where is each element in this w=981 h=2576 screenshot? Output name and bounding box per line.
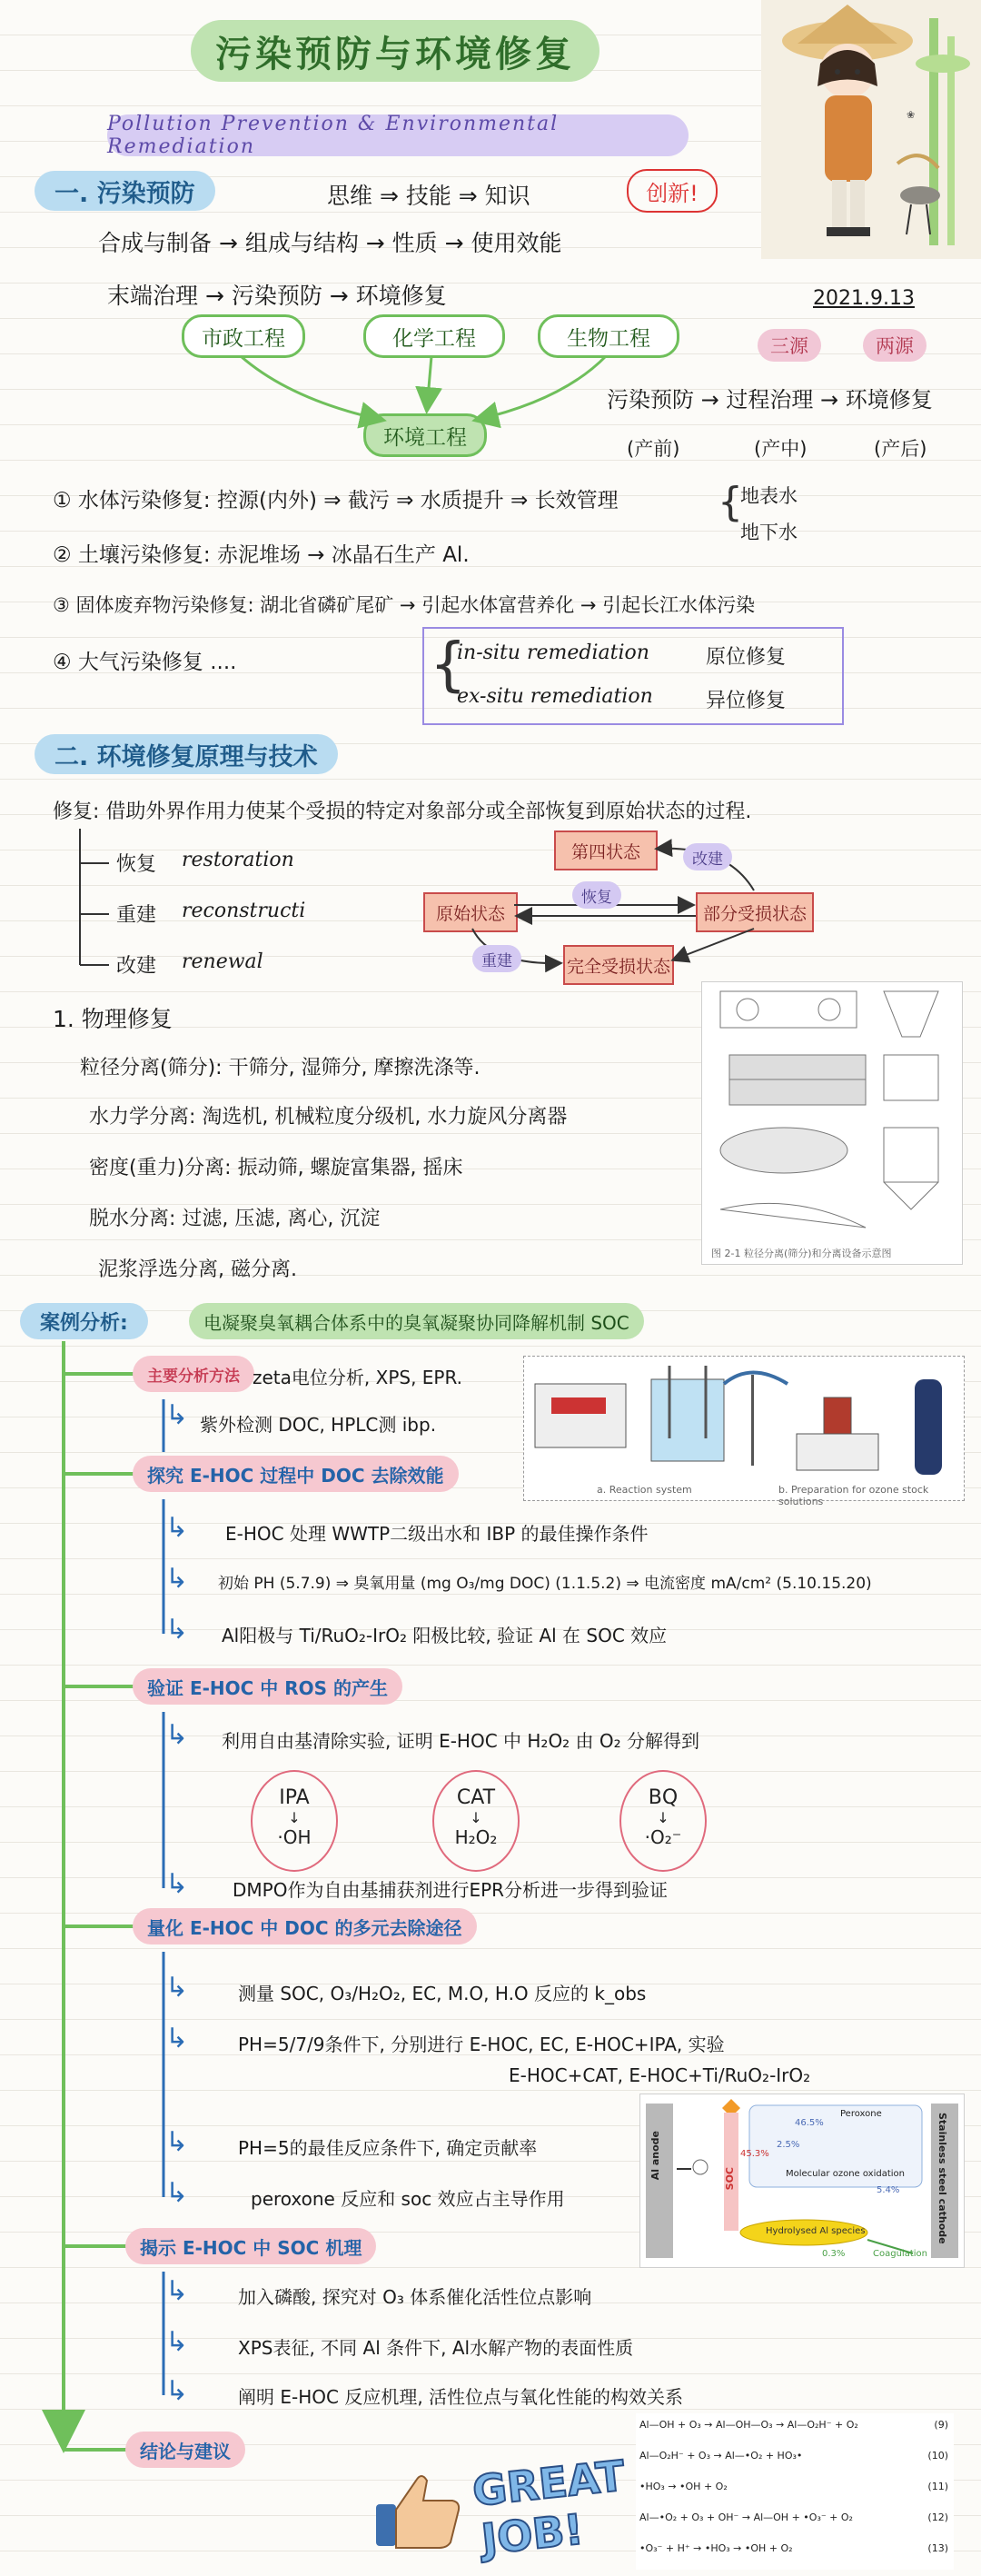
tag-two-sources: 两源 xyxy=(863,329,926,362)
case-topic xyxy=(189,1303,644,1339)
doc-line-1: E-HOC 处理 WWTP二级出水和 IBP 的最佳操作条件 xyxy=(225,1523,649,1545)
scavenger-bq-arrow: ↓ xyxy=(657,1809,669,1826)
quant-line-4: PH=5的最佳反应条件下, 确定贡献率 xyxy=(238,2137,538,2159)
arrow-icon: ↳ xyxy=(165,1868,189,1900)
state-original: 原始状态 xyxy=(423,892,518,932)
scavenger-cat-bottom: H₂O₂ xyxy=(454,1826,498,1848)
label-renew: 改建 xyxy=(683,843,732,870)
scavenger-bq-top: BQ xyxy=(648,1786,679,1809)
physical-1: 粒径分离(筛分): 干筛分, 湿筛分, 摩擦洗涤等. xyxy=(80,1057,481,1079)
equation-9-no: (9) xyxy=(934,2419,948,2431)
mech-coag: Coagulation xyxy=(873,2249,927,2259)
group-conclusion: 结论与建议 xyxy=(125,2432,245,2468)
ex-situ-en: ex-situ remediation xyxy=(457,685,653,708)
mech-soc: SOC xyxy=(724,2167,736,2191)
group-ros: 验证 E-HOC 中 ROS 的产生 xyxy=(133,1668,402,1705)
ros-line-1: 利用自由基清除实验, 证明 E-HOC 中 H₂O₂ 由 O₂ 分解得到 xyxy=(222,1730,700,1752)
eng-biological: 生物工程 xyxy=(538,314,679,358)
label-rebuild: 重建 xyxy=(472,945,521,972)
arrow-icon: ↳ xyxy=(165,1563,189,1595)
mech-pct-3: 45.3% xyxy=(740,2149,769,2159)
svg-text:❀: ❀ xyxy=(907,109,916,121)
quant-line-2: PH=5/7/9条件下, 分别进行 E-HOC, EC, E-HOC+IPA, 实验 xyxy=(238,2034,725,2055)
tag-three-sources: 三源 xyxy=(758,329,821,362)
equation-11 xyxy=(639,2481,948,2492)
quant-line-1: 测量 SOC, O₃/H₂O₂, EC, M.O, H.O 反应的 k_obs xyxy=(238,1983,647,2004)
scavenger-bq-bottom: ·O₂⁻ xyxy=(644,1826,682,1848)
quant-line-5: peroxone 反应和 soc 效应占主导作用 xyxy=(251,2188,565,2210)
state-full: 完全受损状态 xyxy=(563,945,674,985)
equation-11-no: (11) xyxy=(927,2481,948,2492)
physical-5: 泥浆浮选分离, 磁分离. xyxy=(98,1258,297,1281)
in-situ-en: in-situ remediation xyxy=(457,642,649,664)
equation-10-text: Al—O₂H⁻ + O₃ → Al—•O₂ + HO₃• xyxy=(639,2450,803,2462)
scavenger-ipa-top: IPA xyxy=(279,1786,310,1809)
mechanism-figure xyxy=(639,2094,965,2268)
scavenger-ipa xyxy=(251,1770,338,1872)
reaction-caption-a: a. Reaction system xyxy=(597,1484,692,1496)
water-brace: { xyxy=(718,479,743,525)
equation-11-text: •HO₃ → •OH + O₂ xyxy=(639,2481,728,2492)
type-renewal-cn: 改建 xyxy=(116,955,157,978)
case-topic-text: 电凝聚臭氧耦合体系中的臭氧凝聚协同降解机制 SOC xyxy=(203,1311,629,1334)
scavenger-cat-arrow: ↓ xyxy=(470,1809,482,1826)
arrow-icon: ↳ xyxy=(165,1719,189,1751)
type-reconstruct-cn: 重建 xyxy=(116,904,157,927)
equation-10-no: (10) xyxy=(927,2450,948,2462)
scavenger-ipa-arrow: ↓ xyxy=(288,1809,301,1826)
process-line-2: 末端治理 → 污染预防 → 环境修复 xyxy=(107,283,447,309)
eng-environmental: 环境工程 xyxy=(363,413,487,457)
job-text: JOB! xyxy=(479,2504,586,2564)
concept-line: 思维 ⇒ 技能 ⇒ 知识 xyxy=(327,183,530,209)
item-solid-waste: ③ 固体废弃物污染修复: 湖北省磷矿尾矿 → 引起水体富营养化 → 引起长江水体污染 xyxy=(53,594,756,616)
eng-municipal: 市政工程 xyxy=(182,314,305,358)
eng-chemical: 化学工程 xyxy=(363,314,505,358)
innovation-text: 创新! xyxy=(646,180,699,206)
case-tree-lines xyxy=(0,0,182,2576)
pollution-process: 污染预防 → 过程治理 → 环境修复 xyxy=(607,387,933,413)
case-heading: 案例分析: xyxy=(20,1303,148,1339)
group-mechanism: 揭示 E-HOC 中 SOC 机理 xyxy=(125,2228,376,2264)
equation-9 xyxy=(639,2419,948,2431)
stage-mid: (产中) xyxy=(754,438,808,460)
arrow-icon: ↳ xyxy=(165,2126,189,2158)
section2-heading: 二. 环境修复原理与技术 xyxy=(35,734,338,774)
scavenger-ipa-bottom: ·OH xyxy=(277,1826,312,1848)
item-water: ① 水体污染修复: 控源(内外) ⇒ 截污 ⇒ 水质提升 ⇒ 长效管理 xyxy=(53,489,619,512)
equation-9-text: Al—OH + O₃ → Al—OH—O₃ → Al—O₂H⁻ + O₂ xyxy=(639,2419,858,2431)
scavenger-cat xyxy=(432,1770,520,1872)
state-fourth: 第四状态 xyxy=(554,830,658,870)
equation-10 xyxy=(639,2450,948,2462)
equipment-caption: 图 2-1 粒径分离(筛分)和分离设备示意图 xyxy=(711,1248,892,1259)
mech-pct-5: 0.3% xyxy=(822,2249,846,2259)
group-methods: 主要分析方法 xyxy=(133,1356,254,1392)
equation-13-text: •O₃⁻ + H⁺ → •HO₃ → •OH + O₂ xyxy=(639,2542,793,2554)
scavenger-cat-top: CAT xyxy=(456,1786,496,1809)
arrow-icon: ↳ xyxy=(165,2177,189,2209)
arrow-icon: ↳ xyxy=(165,1399,189,1431)
mech-pct-2: 2.5% xyxy=(777,2140,800,2150)
page-subtitle: Pollution Prevention & Environmental Remediation xyxy=(107,114,689,156)
equation-12-no: (12) xyxy=(927,2511,948,2523)
equation-13-no: (13) xyxy=(927,2542,948,2554)
physical-4: 脱水分离: 过滤, 压滤, 离心, 沉淀 xyxy=(89,1208,381,1230)
state-partial: 部分受损状态 xyxy=(696,892,814,932)
page-title: 污染预防与环境修复 xyxy=(191,20,600,82)
great-text: GREAT xyxy=(470,2451,628,2516)
mech-cathode: Stainless steel cathode xyxy=(936,2113,948,2244)
arrow-icon: ↳ xyxy=(165,1614,189,1646)
mech-anode: Al anode xyxy=(649,2131,661,2181)
item-soil: ② 土壤污染修复: 赤泥堆场 → 冰晶石生产 Al. xyxy=(53,543,470,567)
arrow-icon: ↳ xyxy=(165,2375,189,2407)
methods-line-2: 紫外检测 DOC, HPLC测 ibp. xyxy=(200,1414,437,1436)
process-line-1: 合成与制备 → 组成与结构 → 性质 → 使用效能 xyxy=(98,230,562,256)
type-reconstruct-en: reconstructi xyxy=(182,900,306,922)
mech-ozone: Molecular ozone oxidation xyxy=(786,2169,906,2179)
quant-line-3: E-HOC+CAT, E-HOC+Ti/RuO₂-IrO₂ xyxy=(509,2064,811,2086)
group-quantify: 量化 E-HOC 中 DOC 的多元去除途径 xyxy=(133,1908,477,1944)
mech-peroxone: Peroxone xyxy=(840,2109,882,2119)
mech-hydro: Hydrolysed Al species xyxy=(766,2226,866,2236)
date-text: 2021.9.13 xyxy=(813,287,915,310)
physical-3: 密度(重力)分离: 振动筛, 螺旋富集器, 摇床 xyxy=(89,1157,463,1179)
section1-heading: 一. 污染预防 xyxy=(35,171,215,211)
equations-box xyxy=(636,2413,954,2570)
equation-13 xyxy=(639,2542,948,2554)
mech-line-1: 加入磷酸, 探究对 O₃ 体系催化活性位点影响 xyxy=(238,2286,592,2308)
group-doc-removal: 探究 E-HOC 过程中 DOC 去除效能 xyxy=(133,1456,459,1492)
repair-definition: 修复: 借助外界作用力使某个受损的特定对象部分或全部恢复到原始状态的过程. xyxy=(53,801,752,823)
arrow-icon: ↳ xyxy=(165,1972,189,2004)
equipment-figure xyxy=(701,981,963,1265)
arrow-icon: ↳ xyxy=(165,2326,189,2358)
thumbs-up-icon xyxy=(369,2464,469,2555)
stage-pre: (产前) xyxy=(627,438,680,460)
type-restoration-cn: 恢复 xyxy=(116,853,157,876)
scavenger-bq xyxy=(619,1770,707,1872)
physical-title: 1. 物理修复 xyxy=(53,1006,173,1032)
mech-pct-1: 46.5% xyxy=(795,2118,824,2128)
ros-line-2: DMPO作为自由基捕获剂进行EPR分析进一步得到验证 xyxy=(233,1879,669,1901)
physical-2: 水力学分离: 淘选机, 机械粒度分级机, 水力旋风分离器 xyxy=(89,1106,568,1129)
mech-line-2: XPS表征, 不同 Al 条件下, Al水解产物的表面性质 xyxy=(238,2337,634,2359)
ground-water: 地下水 xyxy=(740,522,798,543)
arrow-icon: ↳ xyxy=(165,2023,189,2054)
stage-post: (产后) xyxy=(874,438,927,460)
reaction-caption-b: b. Preparation for ozone stock solutions xyxy=(778,1484,929,1507)
arrow-icon: ↳ xyxy=(165,1512,189,1544)
mech-pct-4: 5.4% xyxy=(877,2185,900,2195)
methods-line-1: zeta电位分析, XPS, EPR. xyxy=(253,1367,463,1388)
label-restore: 恢复 xyxy=(572,881,621,909)
remediation-brace: { xyxy=(430,632,467,699)
mech-line-3: 阐明 E-HOC 反应机理, 活性位点与氧化性能的构效关系 xyxy=(238,2386,684,2408)
arrow-icon: ↳ xyxy=(165,2275,189,2307)
equation-12 xyxy=(639,2511,948,2523)
type-renewal-en: renewal xyxy=(182,950,263,973)
doc-line-2: 初始 PH (5.7.9) ⇒ 臭氧用量 (mg O₃/mg DOC) (1.1.5.2) ⇒ 电流密度 mA/cm² (5.10.15.20) xyxy=(218,1575,872,1593)
doc-line-3: Al阳极与 Ti/RuO₂-IrO₂ 阳极比较, 验证 Al 在 SOC 效应 xyxy=(222,1625,668,1646)
equation-12-text: Al—•O₂ + O₃ + OH⁻ → Al—OH + •O₃⁻ + O₂ xyxy=(639,2511,853,2523)
ex-situ-cn: 异位修复 xyxy=(706,690,787,712)
in-situ-cn: 原位修复 xyxy=(706,646,787,669)
item-air: ④ 大气污染修复 .... xyxy=(53,651,237,674)
surface-water: 地表水 xyxy=(740,485,798,507)
reaction-figure xyxy=(523,1356,965,1507)
type-restoration-en: restoration xyxy=(182,849,294,871)
